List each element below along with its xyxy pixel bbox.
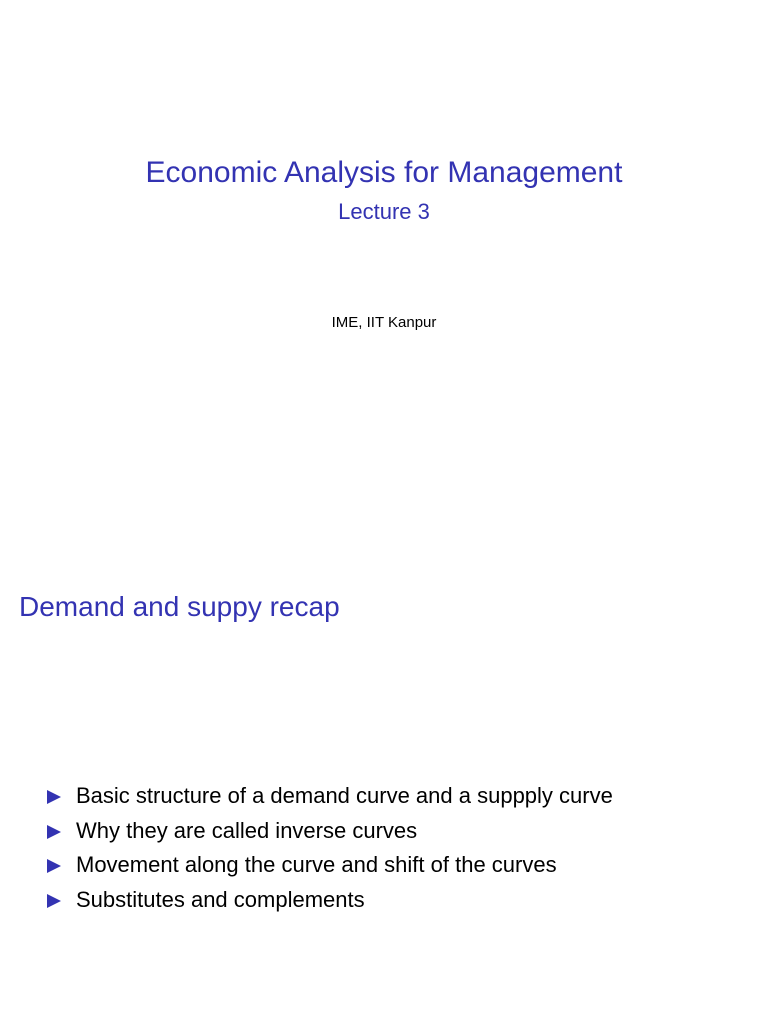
triangle-bullet-icon (47, 894, 61, 908)
bullet-text: Movement along the curve and shift of the curves (76, 852, 557, 877)
slide-title: Economic Analysis for Management (145, 156, 623, 189)
list-item (47, 779, 613, 814)
list-item (47, 883, 613, 918)
bullet-text: Basic structure of a demand curve and a suppply curve (76, 783, 613, 808)
bullet-text: Why they are called inverse curves (76, 817, 418, 843)
author-institute: IME, IIT Kanpur (331, 314, 437, 331)
slide-subtitle: Lecture 3 (338, 199, 430, 224)
list-item (47, 814, 613, 849)
triangle-bullet-icon (47, 790, 61, 804)
bullet-text: Substitutes and complements (76, 886, 365, 912)
frame-title: Demand and suppy recap (19, 591, 340, 622)
triangle-bullet-icon (47, 859, 61, 873)
triangle-bullet-icon (47, 825, 61, 839)
list-item (47, 848, 613, 883)
bullet-list (47, 779, 613, 917)
